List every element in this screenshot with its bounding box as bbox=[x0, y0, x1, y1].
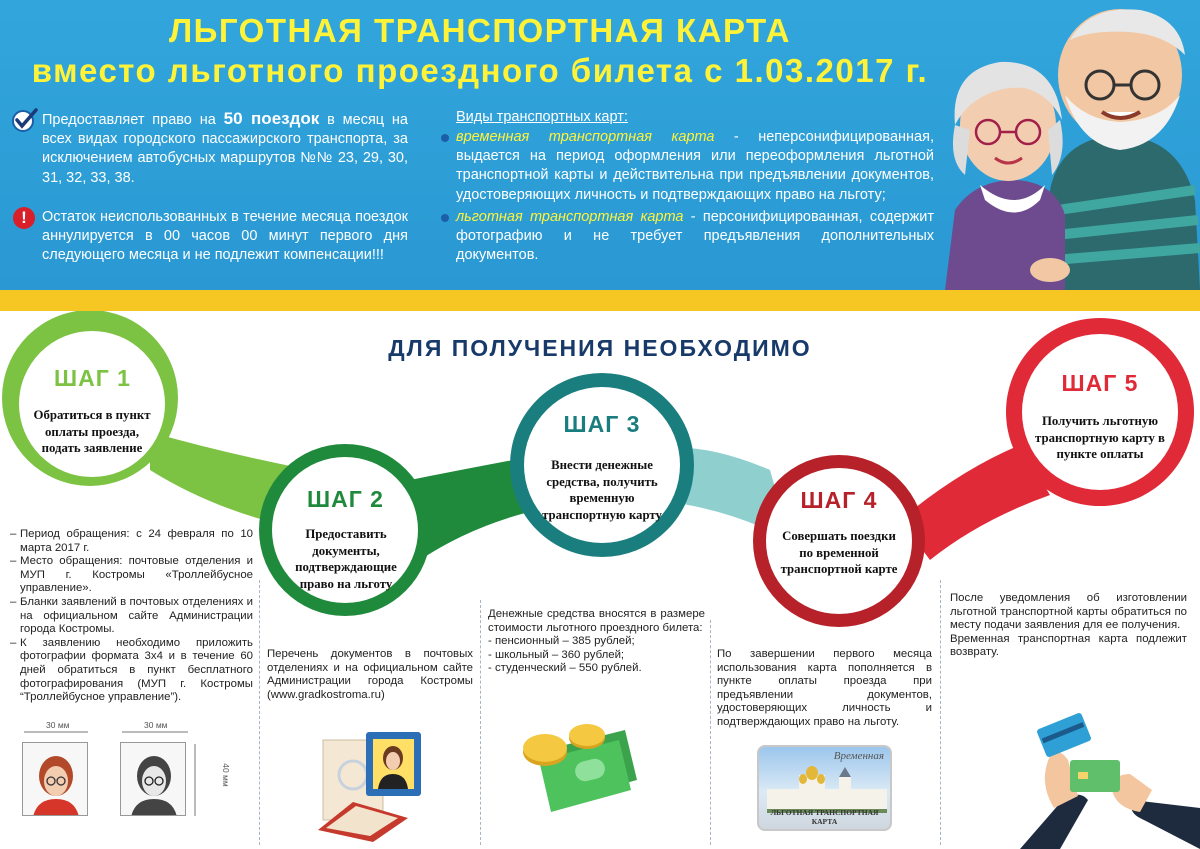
section-title: ДЛЯ ПОЛУЧЕНИЯ НЕОБХОДИМО bbox=[388, 335, 812, 361]
card-bottom-text: ЛЬГОТНАЯ ТРАНСПОРТНАЯ КАРТА bbox=[770, 808, 879, 826]
step-5-label: ШАГ 5 bbox=[1061, 370, 1139, 396]
price-item: - пенсионный – 385 рублей; bbox=[488, 635, 635, 648]
step-5-description: Получить льготную транспортную карту в пункте оплаты bbox=[1035, 414, 1165, 461]
step-4-label: ШАГ 4 bbox=[800, 487, 878, 513]
divider-bar bbox=[0, 290, 1200, 311]
step-2-description: Предоставить документы, подтверждающие право на льготу bbox=[295, 527, 397, 591]
info-list-item: – Место обращения: почтовые отделения и МУП г. Костромы «Троллейбусное управление». bbox=[10, 555, 253, 595]
step-3-label: ШАГ 3 bbox=[563, 411, 641, 437]
step-1-label: ШАГ 1 bbox=[54, 365, 131, 391]
privilege-text: Предоставляет право на 50 поездок в месяц на всех видах городского пассажирского транспорта, за исключением автобусных маршрутов №№ 23, 29, 30, 31, 32, 33, 38. bbox=[42, 109, 409, 186]
photo-width-label: 30 мм bbox=[144, 720, 168, 730]
step-3-description: Внести денежные средства, получить временную транспортную карту bbox=[542, 458, 662, 522]
elderly-couple-illustration bbox=[940, 0, 1200, 290]
card-top-text: Временная bbox=[833, 750, 884, 762]
hands-card-illustration bbox=[1020, 708, 1200, 849]
bullet-icon bbox=[441, 134, 449, 142]
step-2-info: Перечень документов в почтовых отделениях и на официальном сайте Администрации города Костромы (www.gradkostroma.ru) bbox=[267, 648, 473, 701]
info-list-item: – Бланки заявлений в почтовых отделениях и на официальном сайте Администрации города Костромы. bbox=[10, 595, 253, 636]
info-list-item: – К заявлению необходимо приложить фотографии формата 3х4 и в течение 60 дней обратиться в пункт бесплатного фотографирования (МУП г. Костромы “Троллейбусное управление”). bbox=[10, 636, 253, 704]
photo-sample-bw bbox=[120, 742, 186, 816]
warning-text: Остаток неиспользованных в течение месяца поездок аннулируется в 00 часов 00 минут первого дня следующего месяца и не подлежит компенсации!!! bbox=[42, 209, 408, 264]
step-4-info: По завершении первого месяца использования карта пополняется в пункте оплаты проезда при предъявлении документов, удостоверяющих личность и подтверждающих право на льготу. bbox=[717, 648, 932, 728]
step-1-description: Обратиться в пункт оплаты проезда, подать заявление bbox=[33, 408, 151, 455]
documents-illustration bbox=[318, 730, 428, 842]
dimension-lines bbox=[22, 728, 192, 736]
step-4-description: Совершать поездки по временной транспортной карте bbox=[780, 529, 898, 576]
checkmark-icon bbox=[12, 108, 38, 132]
photo-height-label: 40 мм bbox=[220, 763, 231, 787]
step-5-info: После уведомления об изготовлении льготной транспортной карты обратиться по месту подачи заявления для ее получения. Временная транспортная карта подлежит возврату. bbox=[950, 592, 1187, 659]
dimension-lines bbox=[190, 742, 200, 818]
column-divider bbox=[480, 600, 481, 845]
step-1-info bbox=[10, 528, 253, 705]
photo-sample-color bbox=[22, 742, 88, 816]
photo-width-label: 30 мм bbox=[46, 720, 70, 730]
step-3-info: Денежные средства вносятся в размере стоимости льготного проездного билета: - пенсионный – 385 рублей; - школьный – 360 рублей; - студенческий – 550 рублей. bbox=[488, 608, 705, 675]
trips-count: 50 поездок bbox=[223, 109, 320, 128]
price-item: - студенческий – 550 рублей. bbox=[488, 662, 642, 675]
column-divider bbox=[259, 580, 260, 845]
card-types-title: Виды транспортных карт: bbox=[456, 109, 628, 125]
step-2-label: ШАГ 2 bbox=[307, 486, 384, 512]
header-title: ЛЬГОТНАЯ ТРАНСПОРТНАЯ КАРТА bbox=[169, 12, 791, 49]
money-illustration bbox=[515, 720, 640, 820]
column-divider bbox=[940, 580, 941, 845]
exclamation-icon: ! bbox=[13, 207, 35, 229]
bullet-icon bbox=[441, 214, 449, 222]
header-banner bbox=[0, 0, 1200, 290]
column-divider bbox=[710, 620, 711, 845]
card-type-privileged: льготная транспортная карта - персонифицированная, содержит фотографию и не требует предъявления дополнительных документов. bbox=[456, 208, 934, 266]
price-item: - школьный – 360 рублей; bbox=[488, 648, 625, 661]
info-list-item: – Период обращения: с 24 февраля по 10 марта 2017 г. bbox=[10, 528, 253, 554]
header-subtitle: вместо льготного проездного билета с 1.03.2017 г. bbox=[31, 52, 929, 89]
card-type-temporary: временная транспортная карта - неперсонифицированная, выдается на период оформления или переоформления льготной транспортной карты и действительна при предъявлении документов, удостоверяющих личность и подтверждающих право на льготу; bbox=[456, 128, 934, 205]
transport-card-image bbox=[757, 745, 892, 831]
card-types-list bbox=[456, 128, 934, 265]
